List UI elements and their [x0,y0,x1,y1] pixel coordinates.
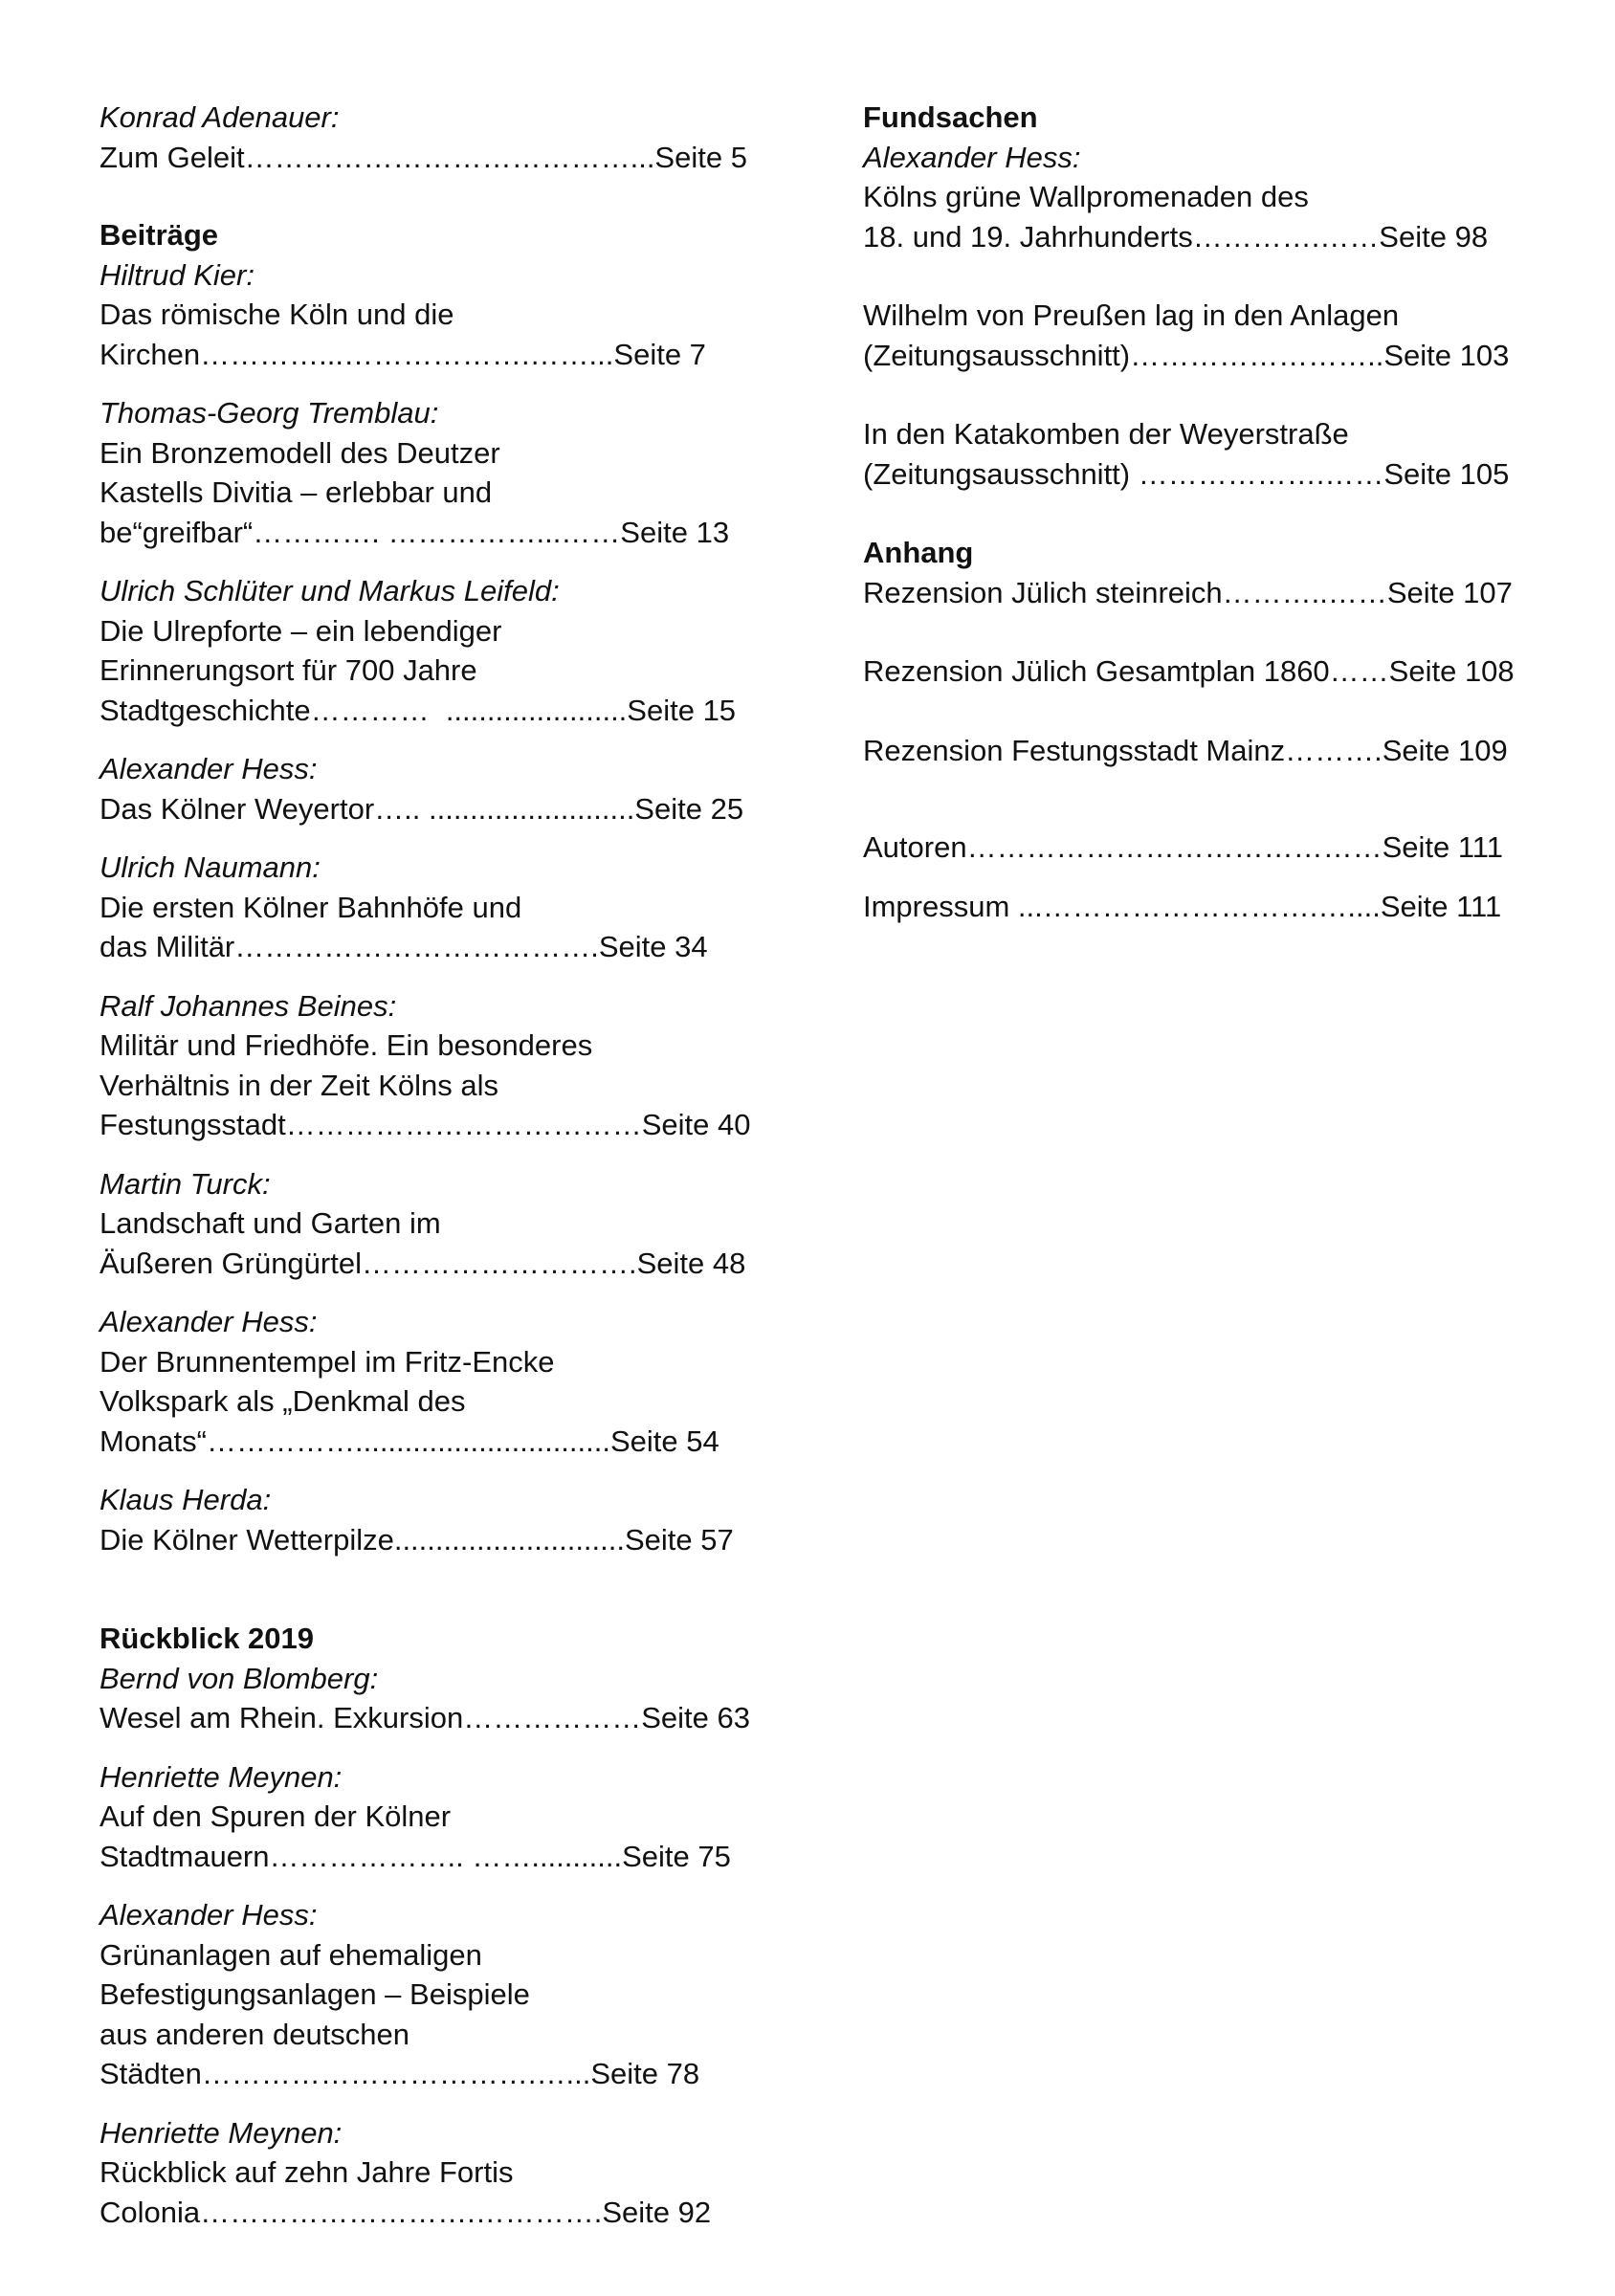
toc-entry [100,1480,769,1559]
entry-title-line: Die Kölner Wetterpilze............................Seite 57 [100,1522,734,1556]
toc-entry [863,296,1533,375]
entry-author: Klaus Herda: [100,1483,272,1516]
rueckblick-heading: Rückblick 2019 [100,1622,315,1655]
toc-entry [100,1659,769,1738]
toc-entry [100,749,769,828]
entry-author: Bernd von Blomberg: [100,1661,379,1695]
entry-title-line: Auf den Spuren der Kölner [100,1799,452,1833]
entry-author: Ulrich Naumann: [100,850,321,884]
toc-entry [100,571,769,730]
toc-entry [863,651,1533,692]
entry-title-line: Verhältnis in der Zeit Kölns als [100,1068,498,1102]
entry-title-line: Der Brunnentempel im Fritz-Encke [100,1344,555,1379]
toc-entry [863,828,1533,868]
entry-title-line: (Zeitungsausschnitt)……………………..Seite 103 [863,338,1510,372]
entry-title-line: Die ersten Kölner Bahnhöfe und [100,890,522,924]
anhang-heading: Anhang [863,536,974,569]
toc-entry [100,1895,769,2094]
entry-title-line: Festungsstadt………………………………Seite 40 [100,1108,751,1141]
entry-title-line: Befestigungsanlagen – Beispiele [100,1977,530,2011]
toc-left-column [100,98,769,2232]
entry-title-line: Impressum ...……………………….…....Seite 111 [863,889,1502,923]
toc-entry [100,1164,769,1284]
toc-entry [863,573,1533,613]
entry-title-line: Erinnerungsort für 700 Jahre [100,653,477,687]
intro-entry: Zum Geleit…………………………………...Seite 5 [100,140,747,174]
entry-author: Alexander Hess: [863,140,1081,174]
entry-author: Ulrich Schlüter und Markus Leifeld: [100,574,560,607]
entry-title-line: Rezension Jülich Gesamtplan 1860……Seite 108 [863,654,1515,688]
toc-entry [100,393,769,552]
entry-title-line: Kastells Divitia – erlebbar und [100,475,493,509]
entry-title-line: das Militär……………………………….Seite 34 [100,930,708,963]
entry-title-line: Rückblick auf zehn Jahre Fortis [100,2155,514,2189]
entry-title-line: Volkspark als „Denkmal des [100,1384,466,1418]
toc-entry [100,1757,769,1877]
entry-author: Alexander Hess: [100,1305,318,1338]
beitraege-heading: Beiträge [100,218,219,252]
toc-entry [100,848,769,967]
entry-author: Thomas-Georg Tremblau: [100,396,439,430]
toc-entry [863,887,1533,927]
entry-title-line: Wilhelm von Preußen lag in den Anlagen [863,298,1400,332]
entry-title-line: Stadtgeschichte………… ......................Seite 15 [100,693,737,727]
entry-title-line: In den Katakomben der Weyerstraße [863,417,1349,451]
entry-author: Henriette Meynen: [100,2115,343,2150]
toc-entry [863,177,1533,256]
toc-entry [100,1302,769,1461]
entry-title-line: Wesel am Rhein. Exkursion………………Seite 63 [100,1701,750,1734]
entry-author: Ralf Johannes Beines: [100,988,397,1023]
entry-title-line: Monats“……………...............................Seite 54 [100,1424,719,1458]
entry-title-line: Grünanlagen auf ehemaligen [100,1937,482,1972]
entry-title-line: be“greifbar“…………. ……………...……Seite 13 [100,515,730,549]
entry-title-line: Städten…………………………….…...Seite 78 [100,2057,700,2090]
entry-author: Martin Turck: [100,1166,271,1201]
entry-title-line: Das Kölner Weyertor….. .........................Seite 25 [100,791,744,826]
entry-title-line: Das römische Köln und die [100,298,454,331]
entry-author: Hiltrud Kier: [100,257,254,292]
entry-title-line: Rezension Jülich steinreich………..……Seite 107 [863,575,1513,609]
entry-title-line: Rezension Festungsstadt Mainz……….Seite 109 [863,733,1508,767]
intro-author: Konrad Adenauer: [100,100,340,134]
toc-entry [863,414,1533,494]
entry-title-line: (Zeitungsausschnitt) ……………….……Seite 105 [863,456,1510,491]
toc-entry [100,255,769,375]
toc-entry [100,2113,769,2233]
entry-title-line: Kölns grüne Wallpromenaden des [863,180,1309,213]
toc-entry [863,731,1533,771]
toc-right-column [863,98,1533,926]
entry-title-line: Die Ulrepforte – ein lebendiger [100,613,502,648]
entry-title-line: aus anderen deutschen [100,2017,410,2051]
entry-title-line: Kirchen…………...……………….……...Seite 7 [100,337,706,371]
entry-author: Alexander Hess: [100,752,318,785]
toc-entry [100,986,769,1145]
entry-title-line: Militär und Friedhöfe. Ein besonderes [100,1028,593,1062]
entry-title-line: Autoren……………………………………Seite 111 [863,830,1503,864]
entry-title-line: Stadtmauern……………….. ……...........Seite 75 [100,1839,731,1873]
entry-title-line: Äußeren Grüngürtel……………………….Seite 48 [100,1246,746,1280]
entry-title-line: Ein Bronzemodell des Deutzer [100,435,500,470]
entry-title-line: 18. und 19. Jahrhunderts………….……Seite 98 [863,219,1489,254]
entry-author: Alexander Hess: [100,1898,318,1932]
entry-title-line: Colonia……………………….………….Seite 92 [100,2195,712,2229]
entry-title-line: Landschaft und Garten im [100,1206,441,1240]
entry-author: Henriette Meynen: [100,1759,343,1794]
fundsachen-heading: Fundsachen [863,100,1038,134]
